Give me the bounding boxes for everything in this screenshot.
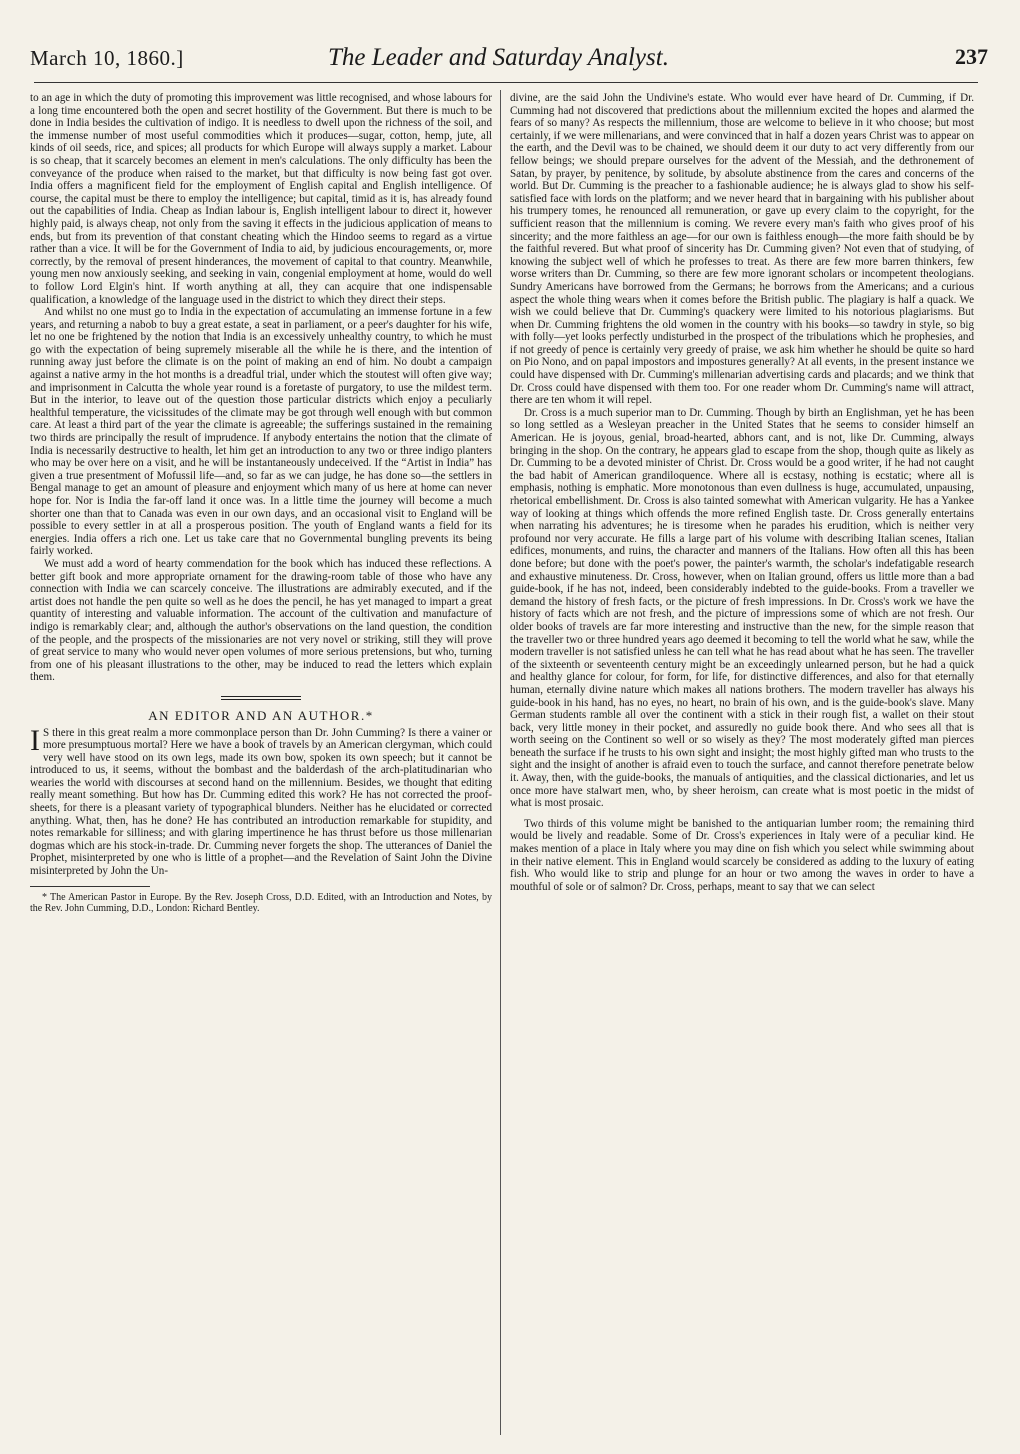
india-paragraph-3: We must add a word of hearty commendation for the book which has induced these reflections. A better gift book and more appropriate ornament for the drawing-room table of those who have any connection with India we can scarcely conceive. The illustrations are admirably executed, and if the artist does not handle the pen quite so well as he does the pencil, he has yet managed to impart a great quantity of interesting and valuable information. The account of the cultivation and manufacture of indigo is remarkably clear; and, although the author's observations on the land question, the condition of the people, and the prospects of the missionaries are not very novel or striking, still they will prove of great service to many who would never open volumes of more serious pretensions, but who, turning from one of his pleasant illustrations to the other, may be induced to read the letters which explain them. [30, 557, 492, 684]
editor-paragraph-1-text: S there in this great realm a more commonplace person than Dr. John Cumming? Is there a vainer or more presumptuous mortal? Here we have a book of travels by an American clergyman, which could very well have stood on its own legs, made its own bow, spoken its own speech; but it cannot be introduced to us, it seems, without the bombast and the balderdash of the arch-platitudinarian who wearies the world with discourses at second hand on the millennium. Besides, we thought that editing really meant something. But how has Dr. Cumming edited this work? He has not corrected the proof-sheets, for there is a pleasant variety of typographical blunders. Neither has he elucidated or corrected anything. What, then, has he done? He has contributed an introduction remarkable for stupidity, and notes remarkable for silliness; and with glaring impertinence he has thrust before us those millenarian dogmas which are his stock-in-trade. Dr. Cumming never forgets the shop. The utterances of Daniel the Prophet, misinterpreted by one who is little of a prophet—and the Revelation of Saint John the Divine misinterpreted by John the Un- [30, 726, 492, 878]
column-divider [500, 90, 501, 1435]
review-paragraph-3: Two thirds of this volume might be banished to the antiquarian lumber room; the remaining third would be lively and readable. Some of Dr. Cross's experiences in Italy were of a peculiar kind. He makes mention of a place in Italy where you may dine on fish which you select while swimming about in their native element. This in England would scarcely be considered as adding to the luxury of eating fish. Who would like to strip and plunge for an hour or two among the waves in order to have a mouthful of sole or of salmon? Dr. Cross, perhaps, meant to say that we can select [510, 817, 974, 893]
article-title: AN EDITOR AND AN AUTHOR.* [148, 707, 374, 723]
left-column [30, 92, 492, 915]
right-column [510, 92, 974, 893]
india-paragraph-1: to an age in which the duty of promoting this improvement was little recognised, and whose labours for a long time encountered both the open and secret hostility of the Government. But there is much to be done in India besides the cultivation of indigo. It is needless to dwell upon the richness of the soil, and the immense number of most useful commodities which it produces—sugar, cotton, hemp, jute, all kinds of oil seeds, rice, and spices; all products for which Europe will always supply a market. Labour is so cheap, that it scarcely becomes an element in men's calculations. The only difficulty has been the conveyance of the produce when raised to the market, but that difficulty is now being fast got over. India offers a magnificent field for the employment of English capital and English intelligence. Of course, the capital must be there to employ the intelligence; but capital, timid as it is, has already found out the capabilities of India. Cheap as Indian labour is, English intelligent labour to direct it, however highly paid, is always cheap, not only from the saving it effects in the judicious application of means to ends, but from its prevention of that constant cheating which the Hindoo seems to regard as a virtue rather than a vice. It will be for the Government of India to aid, by judicious encouragements, or, more correctly, by the removal of present hinderances, the movement of capital to that country. Meanwhile, young men now anxiously seeking, and seeking in vain, congenial employment at home, would do well to follow Lord Elgin's hint. If worth anything at all, they can acquire that one indispensable qualification, a knowledge of the language used in the district to which they direct their steps. [30, 92, 492, 306]
footnote: * The American Pastor in Europe. By the Rev. Joseph Cross, D.D. Edited, with an Introduction and Notes, by the Rev. John Cumming, D.D., London: Richard Bentley. [30, 891, 492, 915]
review-paragraph-2: Dr. Cross is a much superior man to Dr. Cumming. Though by birth an Englishman, yet he has been so long settled as a Wesleyan preacher in the United States that he seems to consider himself an American. He is joyous, genial, broad-hearted, abhors cant, and is not, like Dr. Cumming, always bringing in the shop. On the contrary, he appears glad to escape from the shop, though quite as likely as Dr. Cumming to be a devoted minister of Christ. Dr. Cross would be a good writer, if he had not caught the bad habit of American grandiloquence. Where all is ecstasy, nothing is ecstatic; where all is emphasis, nothing is emphatic. More monotonous than even dullness is huge, accumulated, unpausing, rhetorical embellishment. Dr. Cross is also tainted somewhat with American vulgarity. He has a Yankee way of looking at things which offends the more refined English taste. Dr. Cross generally entertains when narrating his adventures; he is tiresome when he parades his erudition, which is neither very profound nor very accurate. He fills a large part of his volume with describing Italian scenes, Italian edifices, monuments, and ruins, the character and manners of the Italians. How often all this has been done before; but done with the poet's power, the painter's warmth, the scholar's indefatigable research and exhaustive minuteness. Dr. Cross, however, when on Italian ground, offers us little more than a bad guide-book, if he has not, indeed, been considerably indebted to the guide-books. From a traveller we demand the history of fresh facts, or the picture of fresh impressions. In Dr. Cross's work we have the history of facts which are not fresh, and the picture of impressions some of which are not fresh. Our older books of travels are far more interesting and instructive than the new, for the simple reason that the traveller two or three hundred years ago deemed it becoming to tell the world what he saw, while the modern traveller is not satisfied unless he can tell what he has read about what he has seen. The traveller of the sixteenth or seventeenth century might be an exceedingly unlearned person, but he had a quick and healthy glance for colour, for form, for life, for distinctive differences, and also for that eternally human, eternally divine nature which makes all nations brothers. The modern traveller has always his guide-book in his hand, has no eyes, no heart, no brain of his own, and is the guide-book's slave. Many German students ramble all over the continent with a stick in their rough fist, a wallet on their stout back, very little money in their pocket, and assuredly no guide book there. And who sees all that is worth seeing on the Continent so well or so wisely as they? The most moderately gifted man pierces beneath the surface if he trusts to his own sight and insight; the most highly gifted man who trusts to the sight and the insight of another is afraid even to touch the surface, and cannot therefore penetrate below it. Away, then, with the guide-books, the manuals of antiquities, and the classical dictionaries, and let us once more have stalwart men, who, by sheer heroism, can create what is most poetic in the midst of what is most prosaic. [510, 406, 974, 810]
review-paragraph-1: divine, are the said John the Undivine's estate. Who would ever have heard of Dr. Cumming, if Dr. Cumming had not discovered that predictions about the millennium excited the hopes and alarmed the fears of so many? As respects the millennium, those are welcome to believe in it who choose; but most certainly, if we were millenarians, and were convinced that in half a dozen years Christ was to appear on the earth, and the Devil was to be chained, we should deem it our duty to act very differently from our fellow beings; we should prepare ourselves for the advent of the Messiah, and the dethronement of Satan, by prayer, by penitence, by solitude, by absolute abstinence from the cares and concerns of the world. But Dr. Cumming is the preacher to a fashionable audience; he is always glad to show his self-satisfied face with lords on the platform; and we never heard that in bargaining with his publisher about his trumpery tomes, he renounced all remuneration, or gave up every claim to the copyright, for the sufficient reason that the millennium is coming. We revere every man's faith who gives proof of his sincerity; and the more faithless an age—for our own is faithless enough—the more faith should be by the faithful revered. But what proof of sincerity has Dr. Cumming given? Not even that of studying, of knowing the subject well of which he professes to treat. As there are few more barren thinkers, few worse writers than Dr. Cumming, so there are few more ignorant scholars or incompetent theologians. Sundry Americans have borrowed from the Germans; he borrows from the Americans; and a curious aspect the whole thing wears when it comes before the British public. The plagiary is half a quack. We wish we could believe that Dr. Cumming's quackery were limited to his notorious plagiarisms. But when Dr. Cumming frightens the old women in the country with his books—so tawdry in style, so big with folly—yet looks perfectly undisturbed in the prospect of the tribulations which he prophesies, and if not greedy of pence is certainly very greedy of praise, we ask him whether he should be quite so hard on Pio Nono, and on papal impostors and impostures generally? At all events, in the present instance we could have dispensed with Dr. Cumming's millenarian advertising cards and placards; and we think that Dr. Cross could have dispensed with them too. For one reader whom Dr. Cumming's name will attract, there are ten whom it will repel. [510, 92, 974, 407]
section-separator [221, 696, 301, 700]
publication-title: The Leader and Saturday Analyst. [328, 44, 669, 71]
footnote-rule [30, 886, 150, 887]
header-rule [34, 82, 978, 83]
drop-cap: I [30, 723, 40, 757]
india-paragraph-2: And whilst no one must go to India in the expectation of accumulating an immense fortune in a few years, and returning a nabob to buy a great estate, a seat in parliament, or a peer's daughter for his wife, let no one be frightened by the notion that India is an excessively unhealthy country, to which he must go with the expectation of being supremely miserable all the while he is there, and the intention of running away just before the climate is on the point of making an end of him. No doubt a campaign against a native army in the hot months is a dreadful trial, under which the stoutest will often give way; and imprisonment in Calcutta the whole year round is a foretaste of purgatory, to use the mildest term. But in the interior, to leave out of the question those particular districts which enjoy a peculiarly healthful temperature, the vicissitudes of the climate may be got through well enough with but common care. At least a third part of the year the climate is agreeable; the sufferings sustained in the remaining two thirds are principally the result of imprudence. If anybody entertains the notion that the climate of India is necessarily destructive to health, let him get an introduction to any two or three indigo planters who may be over here on a visit, and he will be instantaneously undeceived. If the “Artist in India” has given a true presentment of Mofussil life—and, so far as we can judge, he has done so—the settlers in Bengal manage to get an amount of pleasure and enjoyment which many of us here at home can never hope for. Nor is India the far-off land it once was. In a little time the journey will become a much shorter one than that to Canada was even in our own days, and an occasional visit to England will be possible to every settler in at all a prosperous position. The youth of England wants a field for its energies. India offers a rich one. Let us take care that no Governmental bungling prevents its being fairly worked. [30, 306, 492, 558]
editor-paragraph-1 [30, 723, 492, 878]
page-header [30, 46, 988, 82]
issue-date: March 10, 1860.] [30, 46, 184, 70]
page-number: 237 [955, 44, 988, 69]
